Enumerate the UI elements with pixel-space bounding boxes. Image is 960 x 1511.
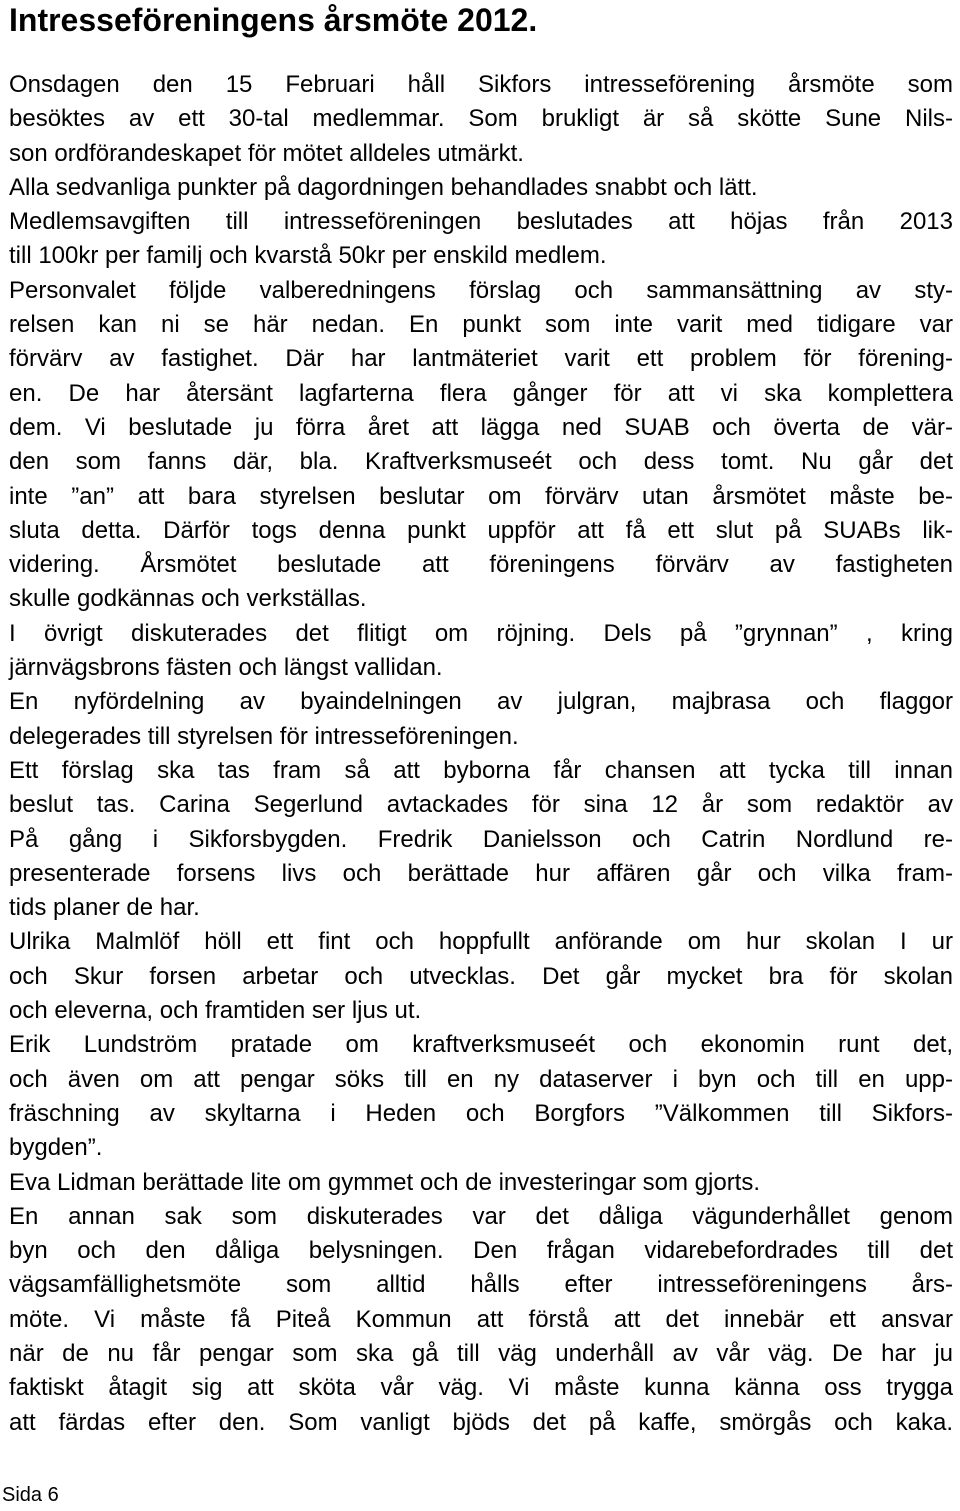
text-line: vägsamfällighetsmöte som alltid hålls efter intresseföreningens års- bbox=[9, 1271, 953, 1299]
text-line: En annan sak som diskuterades var det dåliga vägunderhållet genom bbox=[9, 1202, 953, 1230]
text-line: sluta detta. Därför togs denna punkt uppför att få ett slut på SUABs lik- bbox=[9, 516, 953, 544]
text-line: en. De har återsänt lagfarterna flera gånger för att vi ska komplettera bbox=[9, 379, 953, 407]
text-line: bygden”. bbox=[9, 1134, 103, 1162]
text-line: järnvägsbrons fästen och längst vallidan. bbox=[9, 654, 443, 682]
text-line: Ett förslag ska tas fram så att byborna får chansen att tycka till innan bbox=[9, 756, 953, 784]
text-line: möte. Vi måste få Piteå Kommun att förstå att det innebär ett ansvar bbox=[9, 1305, 953, 1333]
text-line: att färdas efter den. Som vanligt bjöds det på kaffe, smörgås och kaka. bbox=[9, 1408, 953, 1436]
text-line: På gång i Sikforsbygden. Fredrik Danielsson och Catrin Nordlund re- bbox=[9, 825, 953, 853]
text-line: delegerades till styrelsen för intresseföreningen. bbox=[9, 722, 519, 750]
text-line: faktiskt åtagit sig att sköta vår väg. Vi måste kunna känna oss trygga bbox=[9, 1374, 953, 1402]
text-line: Onsdagen den 15 Februari håll Sikfors intresseförening årsmöte som bbox=[9, 71, 953, 98]
text-line: skulle godkännas och verkställas. bbox=[9, 585, 367, 613]
page-number: Sida 6 bbox=[2, 1484, 59, 1506]
text-line: den som fanns där, bla. Kraftverksmuseét och dess tomt. Nu går det bbox=[9, 448, 953, 476]
text-line: och även om att pengar söks till en ny dataserver i byn och till en upp- bbox=[9, 1065, 953, 1093]
text-line: Alla sedvanliga punkter på dagordningen behandlades snabbt och lätt. bbox=[9, 173, 758, 201]
text-line: besöktes av ett 30-tal medlemmar. Som brukligt är så skötte Sune Nils- bbox=[9, 105, 953, 133]
text-line: fräschning av skyltarna i Heden och Borgfors ”Välkommen till Sikfors- bbox=[9, 1099, 953, 1127]
text-line: byn och den dåliga belysningen. Den frågan vidarebefordrades till det bbox=[9, 1237, 953, 1265]
text-line: Ulrika Malmlöf höll ett fint och hoppfullt anförande om hur skolan I ur bbox=[9, 928, 953, 956]
page-title: Intresseföreningens årsmöte 2012. bbox=[9, 2, 538, 38]
text-line: och eleverna, och framtiden ser ljus ut. bbox=[9, 997, 422, 1025]
text-line: Medlemsavgiften till intresseföreningen beslutades att höjas från 2013 bbox=[9, 208, 953, 236]
text-line: när de nu får pengar som ska gå till väg underhåll av vår väg. De har ju bbox=[9, 1339, 953, 1367]
article-body bbox=[9, 68, 953, 1440]
text-line: Eva Lidman berättade lite om gymmet och de investeringar som gjorts. bbox=[9, 1168, 761, 1196]
text-line: till 100kr per familj och kvarstå 50kr per enskild medlem. bbox=[9, 242, 607, 270]
text-line: beslut tas. Carina Segerlund avtackades för sina 12 år som redaktör av bbox=[9, 791, 953, 819]
text-line: I övrigt diskuterades det flitigt om röjning. Dels på ”grynnan” , kring bbox=[9, 619, 953, 647]
text-line: presenterade forsens livs och berättade hur affären går och vilka fram- bbox=[9, 859, 953, 887]
document-page bbox=[9, 0, 953, 1440]
text-line: relsen kan ni se här nedan. En punkt som inte varit med tidigare var bbox=[9, 311, 953, 339]
text-line: En nyfördelning av byaindelningen av julgran, majbrasa och flaggor bbox=[9, 688, 953, 716]
text-line: förvärv av fastighet. Där har lantmäteriet varit ett problem för förening- bbox=[9, 345, 953, 373]
text-line: och Skur forsen arbetar och utvecklas. Det går mycket bra för skolan bbox=[9, 962, 953, 990]
text-line: inte ”an” att bara styrelsen beslutar om förvärv utan årsmötet måste be- bbox=[9, 482, 953, 510]
text-line: tids planer de har. bbox=[9, 894, 200, 922]
text-line: videring. Årsmötet beslutade att föreningens förvärv av fastigheten bbox=[9, 551, 953, 579]
text-line: Erik Lundström pratade om kraftverksmuseét och ekonomin runt det, bbox=[9, 1031, 953, 1059]
text-line: dem. Vi beslutade ju förra året att lägga ned SUAB och överta de vär- bbox=[9, 413, 953, 441]
text-line: son ordförandeskapet för mötet alldeles utmärkt. bbox=[9, 139, 524, 167]
text-line: Personvalet följde valberedningens förslag och sammansättning av sty- bbox=[9, 276, 953, 304]
